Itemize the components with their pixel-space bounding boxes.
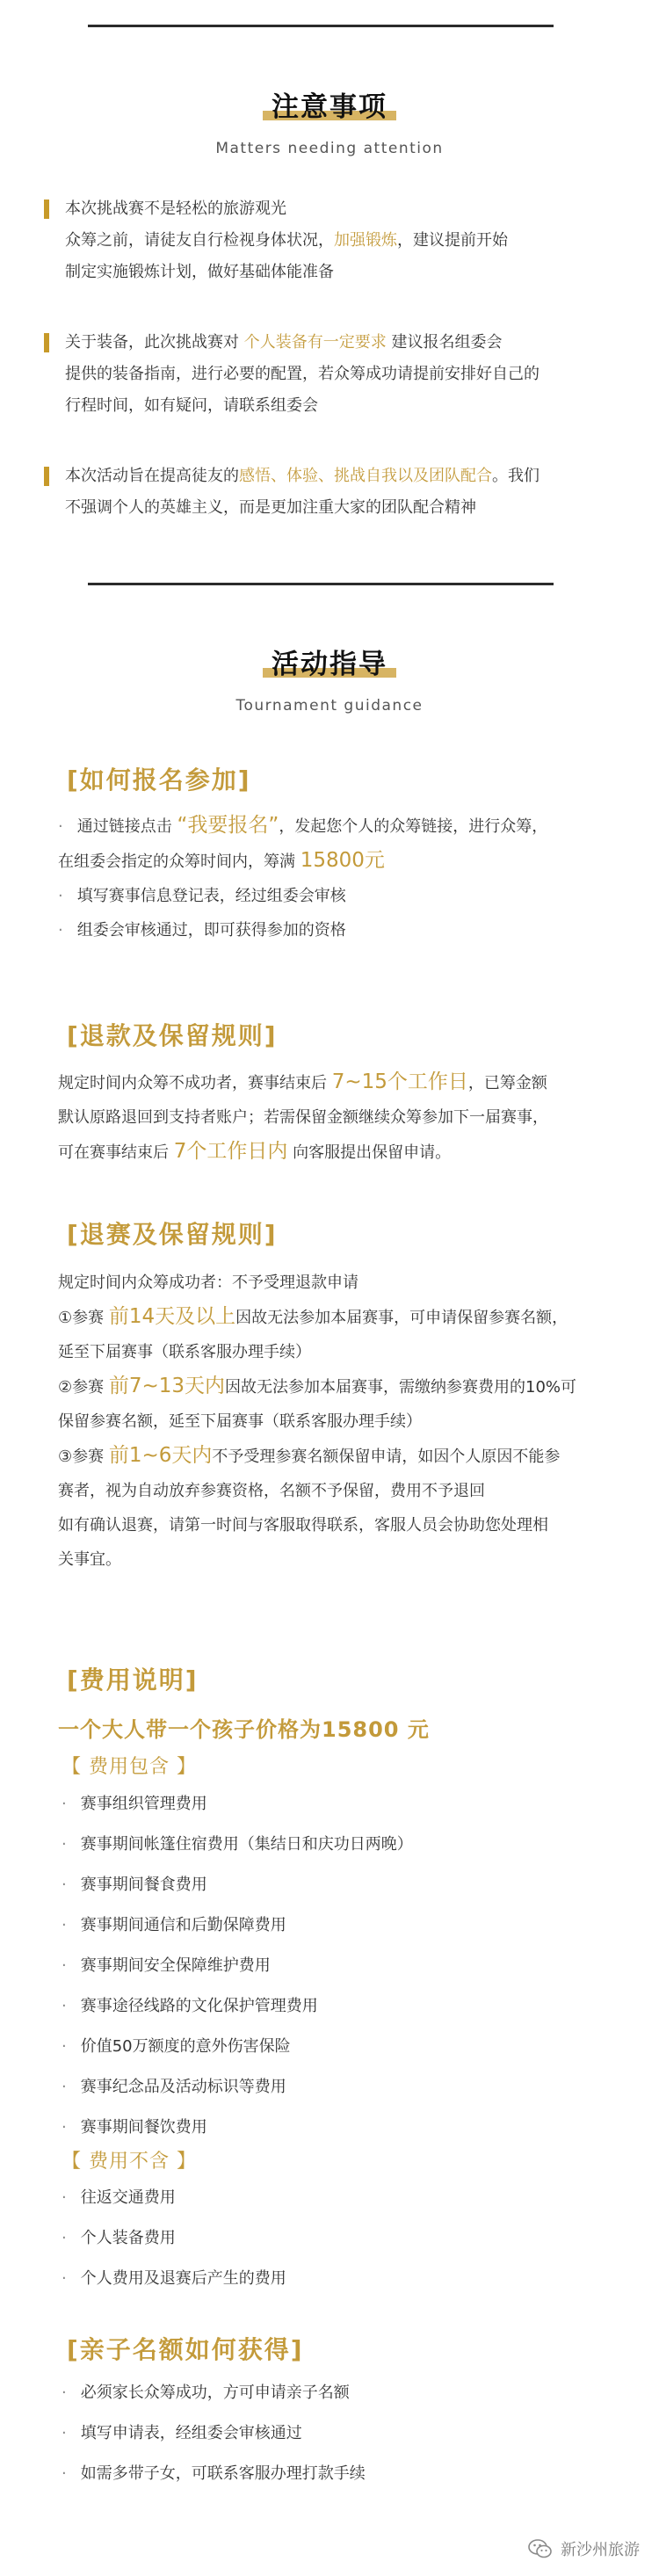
fee-included-item [62,1946,589,1986]
text-segment: 因故无法参加本届赛事，可申请保留参赛名额， [235,1309,568,1327]
fee-excluded-item [62,2218,589,2259]
refund-title: [退款及保留规则] [67,1021,278,1050]
notice-item [44,193,624,327]
bullet-dot: · [62,1916,67,1934]
withdraw-body [58,1266,620,1577]
bullet-dot: · [62,2269,67,2288]
list-item-text: 往返交通费用 [80,2188,176,2207]
refund-text [58,1065,620,1170]
bullet-dot: · [62,1876,67,1894]
price-line: 一个大人带一个孩子价格为15800 元 [58,1717,430,1742]
fees-excluded-list [62,2178,589,2299]
text-line [58,1369,620,1404]
text-line [58,1065,620,1100]
text-line [58,809,620,844]
text-line [58,913,620,947]
notice-subtitle: Matters needing attention [215,140,444,157]
bullet-dot: · [62,2384,67,2402]
text-line [65,225,624,257]
highlight-text: 7~15个工作日 [331,1070,468,1093]
text-segment: 通过链接点击 [76,817,177,836]
withdraw-title: [退赛及保留规则] [67,1220,278,1249]
list-item-text: 赛事期间安全保障维护费用 [80,1956,271,1975]
notice-item [44,461,624,524]
fees-excluded-title: 【 费用不含 】 [62,2151,197,2173]
list-item-text: 价值50万额度的意外伤害保险 [80,2037,291,2056]
list-item-text: 如需多带子女，可联系客服办理打款手续 [80,2464,366,2483]
bullet-dot: · [62,1956,67,1975]
text-segment: 提供的装备指南，进行必要的配置，若众筹成功请提前安排好自己的 [65,365,540,383]
signup-title: [如何报名参加] [67,766,251,795]
list-item-text: 赛事期间餐饮费用 [80,2118,207,2137]
text-line [58,1508,620,1542]
bullet-dot: · [62,2078,67,2096]
text-segment: 规定时间内众筹成功者：不予受理退款申请 [58,1273,358,1292]
text-segment: 如有确认退赛，请第一时间与客服取得联系，客服人员会协助您处理相 [58,1516,548,1535]
fee-included-item [62,2067,589,2108]
text-line [58,844,620,879]
family-item [62,2454,589,2494]
bullet-dot: · [62,2229,67,2247]
bullet-dot: · [58,817,63,836]
fee-included-item [62,1865,589,1905]
fee-excluded-item [62,2259,589,2299]
highlight-text: 感悟、体验、挑战自我以及团队配合 [239,467,492,485]
notice-item-text [65,193,624,288]
notice-heading [0,84,659,157]
fee-included-item [62,1905,589,1946]
text-segment: 。我们 [492,467,540,485]
highlight-text: 7个工作日内 [173,1140,288,1163]
fee-included-item [62,1784,589,1825]
list-item-text: 赛事期间通信和后勤保障费用 [80,1916,286,1934]
text-segment: ，发起您个人的众筹链接，进行众筹， [279,817,548,836]
text-line [58,1542,620,1577]
highlight-text: 加强锻炼 [334,231,397,250]
text-segment: ，已筹金额 [467,1074,547,1092]
notice-item [44,327,624,461]
highlight-text: 前14天及以上 [108,1305,236,1328]
text-segment: 赛者，视为自动放弃参赛资格，名额不予保留，费用不予退回 [58,1482,485,1500]
highlight-text: 个人装备有一定要求 [243,333,387,352]
fees-included-list [62,1784,589,2148]
list-item-text: 个人装备费用 [80,2229,176,2247]
list-item-text: 必须家长众筹成功，方可申请亲子名额 [80,2384,350,2402]
text-line [65,257,624,288]
text-segment: 关于装备，此次挑战赛对 [65,333,244,352]
top-divider [88,25,554,27]
text-segment: 保留参赛名额，延至下届赛事（联系客服办理手续） [58,1412,422,1431]
text-segment: 填写赛事信息登记表，经过组委会审核 [76,887,346,905]
family-list [62,2373,589,2494]
bullet-bar [44,333,49,352]
list-item-text: 赛事途径线路的文化保护管理费用 [80,1997,318,2015]
middle-divider [88,583,554,585]
text-line [65,390,624,422]
guide-title: 活动指导 [263,642,396,681]
text-segment: 规定时间内众筹不成功者，赛事结束后 [58,1074,332,1092]
guide-heading [0,642,659,715]
text-line [58,1335,620,1369]
highlight-text: “我要报名” [177,814,279,837]
fee-included-item [62,2108,589,2148]
text-segment: 建议报名组委会 [386,333,503,352]
text-segment: 本次挑战赛不是轻松的旅游观光 [65,200,286,218]
bullet-dot: · [62,2424,67,2442]
text-line [65,359,624,390]
notice-item-text [65,327,624,422]
list-item-text: 个人费用及退赛后产生的费用 [80,2269,286,2288]
withdraw-text [58,1266,620,1577]
text-line [58,1100,620,1135]
text-segment: 关事宜。 [58,1550,121,1569]
fees-title: [费用说明] [67,1665,199,1694]
text-segment: 在组委会指定的众筹时间内，筹满 [58,853,301,871]
signup-body [58,809,620,947]
bullet-bar [44,467,49,486]
highlight-text: 前7~13天内 [108,1375,226,1397]
fee-included-item [62,2027,589,2067]
list-item-text: 赛事期间帐篷住宿费用（集结日和庆功日两晚） [80,1835,413,1854]
wechat-icon [527,2537,554,2560]
text-line [58,1300,620,1335]
family-title: [亲子名额如何获得] [67,2335,304,2364]
text-segment: 可在赛事结束后 [58,1143,174,1162]
text-segment: 不予受理参赛名额保留申请，如因个人原因不能参 [212,1448,561,1466]
highlight-text: 15800元 [300,849,385,872]
bullet-dot: · [62,2037,67,2056]
text-segment: 因故无法参加本届赛事，需缴纳参赛费用的10%可 [225,1378,577,1397]
text-segment: ①参赛 [58,1309,109,1327]
text-line [58,1266,620,1300]
list-item-text: 赛事组织管理费用 [80,1795,207,1813]
bullet-dot: · [62,1997,67,2015]
text-segment: ，建议提前开始 [397,231,508,250]
list-item-text: 填写申请表，经组委会审核通过 [80,2424,302,2442]
family-item [62,2413,589,2454]
notice-item-text [65,461,624,524]
fee-included-item [62,1986,589,2027]
family-item [62,2373,589,2413]
text-segment: ②参赛 [58,1378,109,1397]
watermark [527,2537,640,2560]
list-item-text: 赛事纪念品及活动标识等费用 [80,2078,286,2096]
bullet-dot: · [62,2188,67,2207]
text-line [58,1474,620,1508]
bullet-dot: · [62,1795,67,1813]
bullet-dot: · [62,1835,67,1854]
bullet-dot: · [62,2464,67,2483]
text-line [58,1439,620,1474]
fee-included-item [62,1825,589,1865]
text-segment: ③参赛 [58,1448,109,1466]
bullet-dot: · [58,887,63,905]
text-segment: 制定实施锻炼计划，做好基础体能准备 [65,263,334,281]
text-line [65,327,624,359]
signup-text [58,809,620,947]
refund-body [58,1065,620,1170]
text-segment: 组委会审核通过，即可获得参加的资格 [76,921,346,940]
text-line [58,1404,620,1439]
text-line [65,193,624,225]
bullet-dot: · [62,2118,67,2137]
highlight-text: 前1~6天内 [108,1444,213,1467]
bullet-dot: · [58,921,63,940]
guide-subtitle: Tournament guidance [235,697,424,715]
list-item-text: 赛事期间餐食费用 [80,1876,207,1894]
notice-title: 注意事项 [263,84,396,124]
text-line [58,879,620,913]
text-segment: 默认原路退回到支持者账户；若需保留金额继续众筹参加下一届赛事， [58,1108,548,1127]
fees-included-title: 【 费用包含 】 [62,1756,197,1778]
fee-excluded-item [62,2178,589,2218]
bullet-bar [44,200,49,219]
text-segment: 众筹之前，请徒友自行检视身体状况， [65,231,334,250]
watermark-text: 新沙州旅游 [561,2541,640,2559]
text-segment: 向客服提出保留申请。 [287,1143,452,1162]
text-segment: 本次活动旨在提高徒友的 [65,467,239,485]
text-line [65,461,624,492]
text-line [58,1135,620,1170]
text-segment: 不强调个人的英雄主义，而是更加注重大家的团队配合精神 [65,498,476,517]
text-segment: 延至下届赛事（联系客服办理手续） [58,1343,311,1361]
text-line [65,492,624,524]
text-segment: 行程时间，如有疑问，请联系组委会 [65,396,318,415]
notice-list [44,193,624,524]
